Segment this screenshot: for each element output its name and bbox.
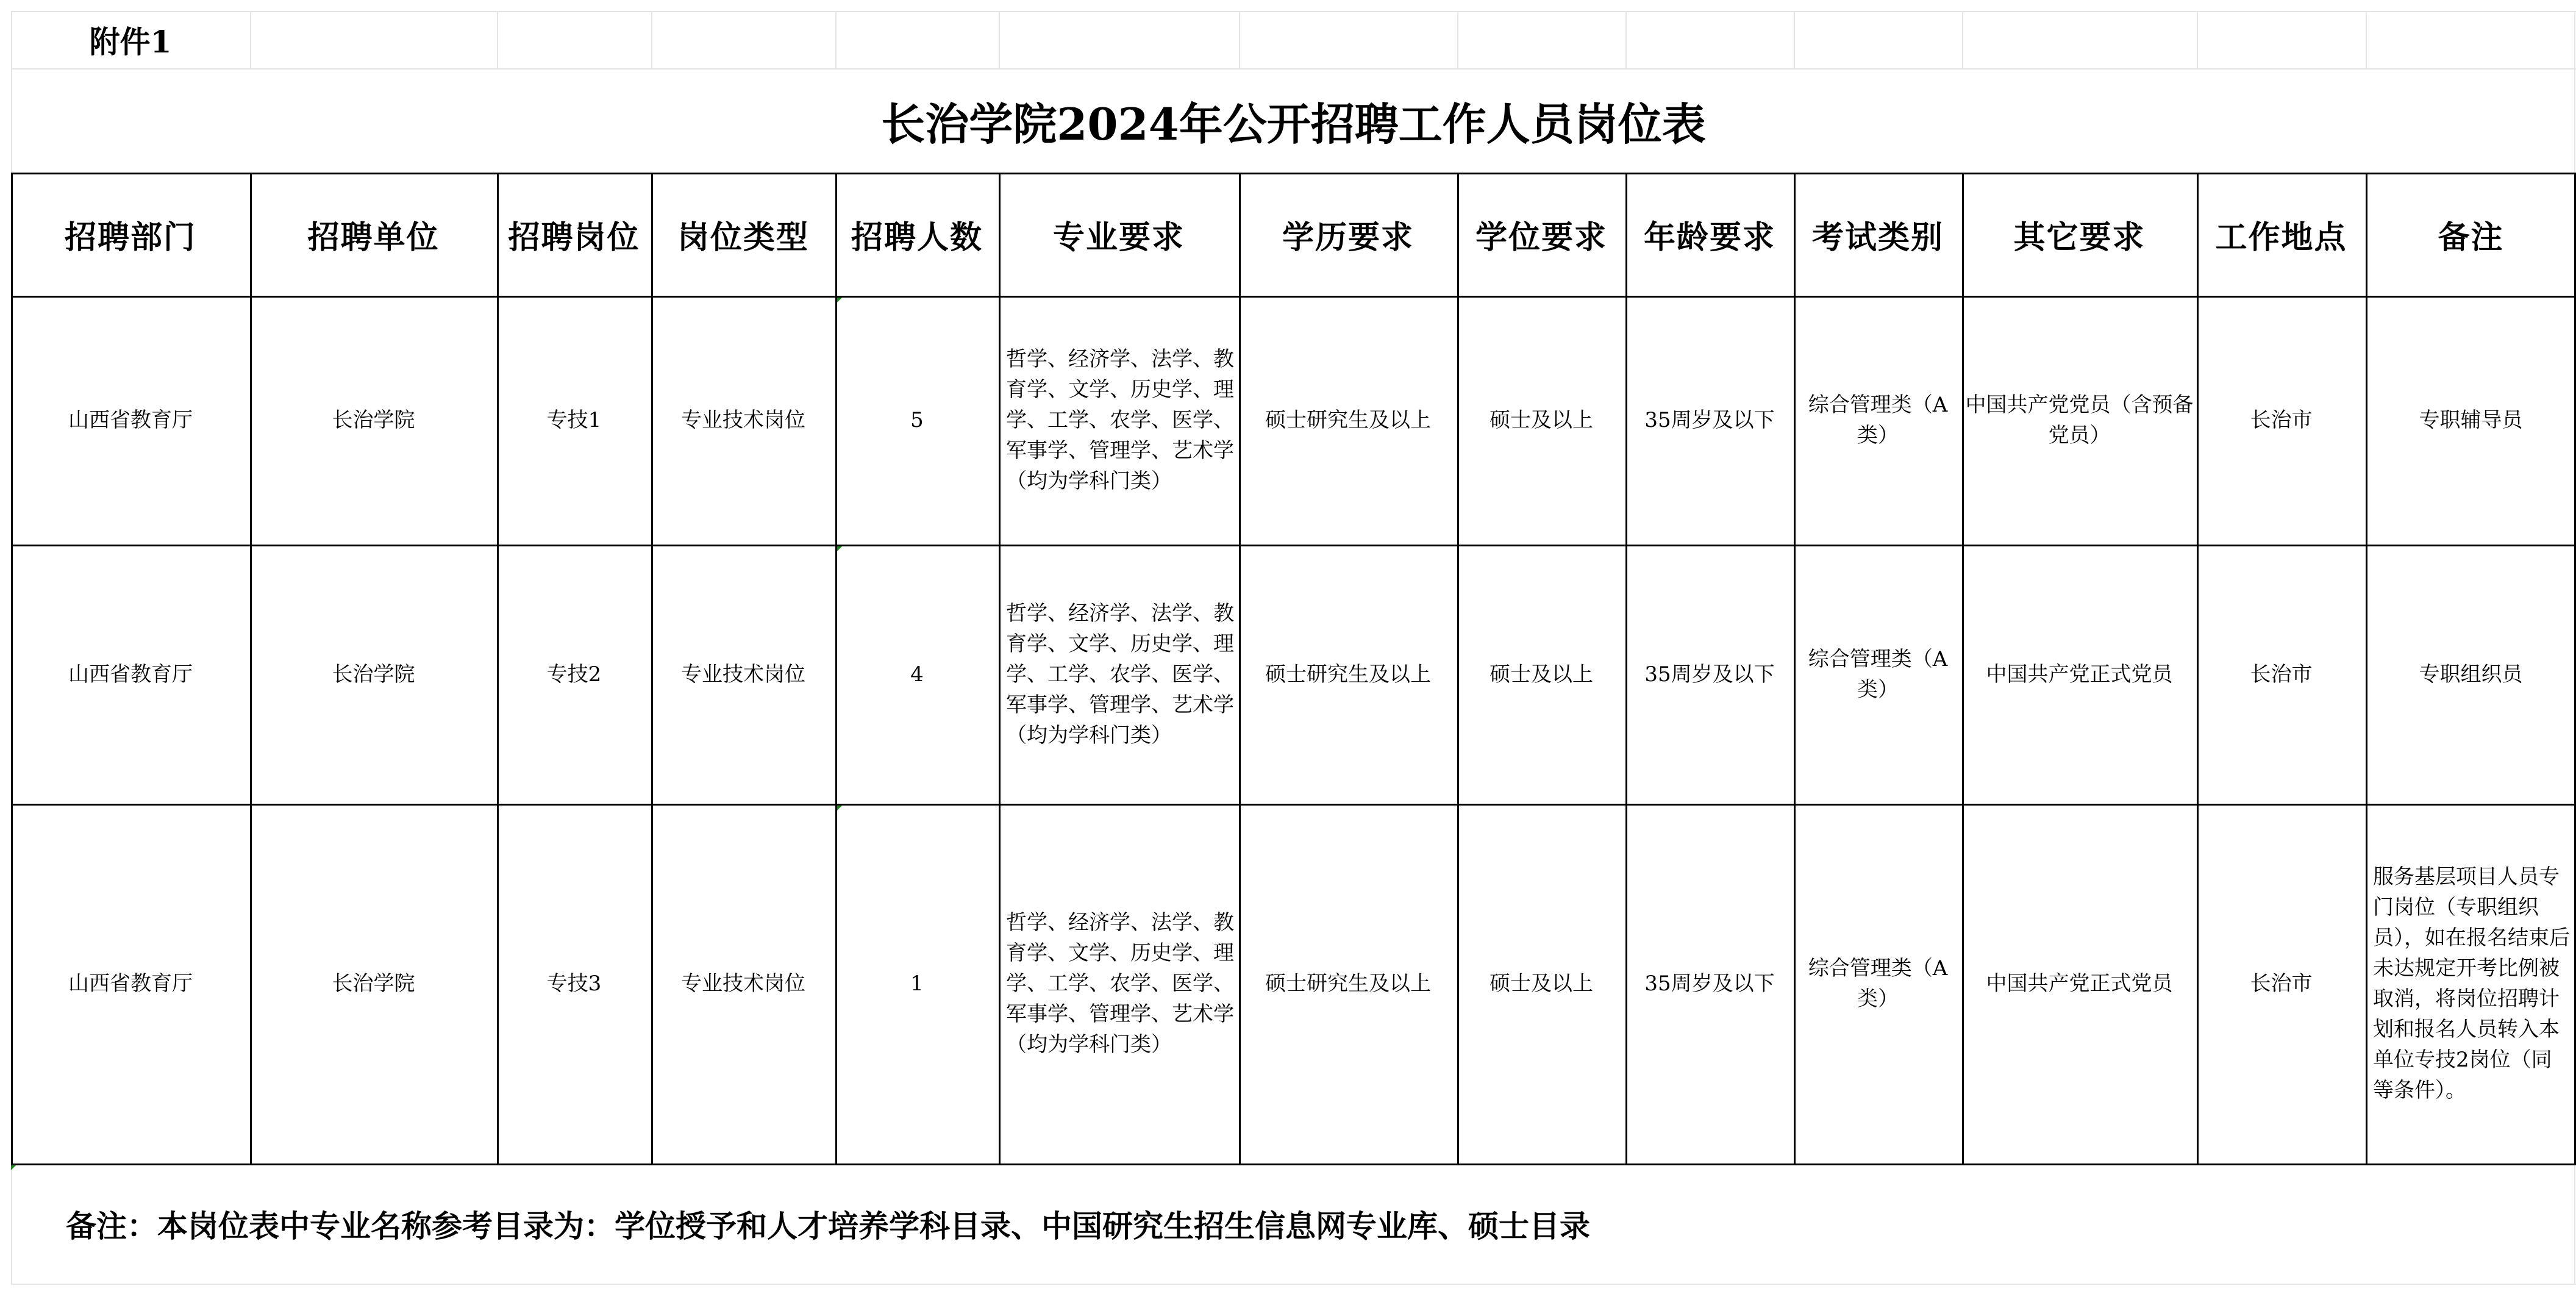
- table-cell-exam[interactable]: 综合管理类（A类）: [1808, 646, 1948, 702]
- table-cell-unit[interactable]: 长治学院: [332, 408, 415, 432]
- column-header[interactable]: 学历要求: [1282, 218, 1414, 256]
- table-cell-other[interactable]: 中国共产党党员（含预备党员）: [1965, 393, 2194, 448]
- table-cell-education[interactable]: 硕士研究生及以上: [1265, 662, 1431, 687]
- table-cell-post[interactable]: 专技2: [546, 662, 602, 687]
- gridline: [651, 11, 652, 68]
- table-cell-type[interactable]: 专业技术岗位: [681, 408, 805, 432]
- table-cell-location[interactable]: 长治市: [2250, 408, 2313, 432]
- gridline: [1457, 11, 1458, 68]
- column-header[interactable]: 岗位类型: [677, 218, 809, 256]
- page-title: 长治学院2024年公开招聘工作人员岗位表: [881, 98, 1706, 150]
- table-cell-type[interactable]: 专业技术岗位: [681, 971, 805, 996]
- gridline: [497, 11, 498, 68]
- gridline: [1962, 11, 1963, 68]
- gridline: [250, 11, 251, 68]
- table-cell-major[interactable]: 哲学、经济学、法学、教育学、文学、历史学、理学、工学、农学、医学、军事学、管理学、艺术学（均为学科门类）: [1006, 910, 1234, 1057]
- table-cell-unit[interactable]: 长治学院: [332, 662, 415, 687]
- table-cell-age[interactable]: 35周岁及以下: [1644, 408, 1775, 432]
- column-header[interactable]: 招聘人数: [851, 218, 983, 256]
- table-cell-dept[interactable]: 山西省教育厅: [68, 971, 193, 996]
- table-cell-dept[interactable]: 山西省教育厅: [68, 408, 193, 432]
- table-cell-type[interactable]: 专业技术岗位: [681, 662, 805, 687]
- column-header[interactable]: 学位要求: [1475, 218, 1607, 256]
- table-cell-degree[interactable]: 硕士及以上: [1490, 662, 1593, 687]
- table-cell-remark[interactable]: 专职辅导员: [2419, 408, 2523, 432]
- table-cell-other[interactable]: 中国共产党正式党员: [1986, 971, 2173, 996]
- table-cell-exam[interactable]: 综合管理类（A类）: [1808, 956, 1948, 1011]
- gridline: [1794, 11, 1795, 68]
- table-cell-remark[interactable]: 服务基层项目人员专门岗位（专职组织员），如在报名结束后未达规定开考比例被取消，将岗位招聘计划和报名人员转入本单位专技2岗位（同等条件）。: [2373, 865, 2570, 1103]
- column-header[interactable]: 其它要求: [2013, 218, 2146, 256]
- table-cell-remark[interactable]: 专职组织员: [2419, 662, 2523, 687]
- column-header[interactable]: 专业要求: [1052, 218, 1185, 256]
- table-cell-degree[interactable]: 硕士及以上: [1490, 408, 1593, 432]
- table-cell-count[interactable]: 4: [910, 662, 924, 687]
- table-cell-exam[interactable]: 综合管理类（A类）: [1808, 393, 1948, 448]
- table-cell-education[interactable]: 硕士研究生及以上: [1265, 408, 1431, 432]
- gridline: [11, 1284, 2576, 1285]
- table-cell-age[interactable]: 35周岁及以下: [1644, 971, 1775, 996]
- table-cell-major[interactable]: 哲学、经济学、法学、教育学、文学、历史学、理学、工学、农学、医学、军事学、管理学、艺术学（均为学科门类）: [1006, 347, 1234, 493]
- table-cell-location[interactable]: 长治市: [2250, 662, 2313, 687]
- gridline: [2197, 11, 2198, 68]
- gridline: [1239, 11, 1240, 68]
- table-cell-major[interactable]: 哲学、经济学、法学、教育学、文学、历史学、理学、工学、农学、医学、军事学、管理学、艺术学（均为学科门类）: [1006, 601, 1234, 748]
- gridline: [11, 11, 2576, 12]
- column-header[interactable]: 年龄要求: [1643, 218, 1775, 256]
- column-header[interactable]: 招聘单位: [307, 218, 440, 256]
- table-cell-count[interactable]: 1: [910, 971, 924, 996]
- column-header[interactable]: 备注: [2438, 218, 2504, 256]
- table-cell-degree[interactable]: 硕士及以上: [1490, 971, 1593, 996]
- gridline: [1625, 11, 1627, 68]
- column-header[interactable]: 招聘岗位: [508, 218, 640, 256]
- gridline: [835, 11, 837, 68]
- table-cell-unit[interactable]: 长治学院: [332, 971, 415, 996]
- table-cell-age[interactable]: 35周岁及以下: [1644, 662, 1775, 687]
- table-cell-other[interactable]: 中国共产党正式党员: [1986, 662, 2173, 687]
- table-cell-dept[interactable]: 山西省教育厅: [68, 662, 193, 687]
- table-cell-location[interactable]: 长治市: [2250, 971, 2313, 996]
- footnote: 备注：本岗位表中专业名称参考目录为：学位授予和人才培养学科目录、中国研究生招生信息网专业库、硕士目录: [66, 1207, 1590, 1244]
- attachment-label: 附件1: [89, 24, 172, 60]
- column-header[interactable]: 工作地点: [2215, 218, 2347, 256]
- gridline: [999, 11, 1000, 68]
- column-header[interactable]: 招聘部门: [64, 218, 196, 256]
- column-header[interactable]: 考试类别: [1811, 218, 1944, 256]
- table-cell-count[interactable]: 5: [910, 408, 924, 432]
- table-cell-post[interactable]: 专技1: [546, 408, 602, 432]
- table-cell-education[interactable]: 硕士研究生及以上: [1265, 971, 1431, 996]
- gridline: [2366, 11, 2367, 68]
- table-cell-post[interactable]: 专技3: [546, 971, 602, 996]
